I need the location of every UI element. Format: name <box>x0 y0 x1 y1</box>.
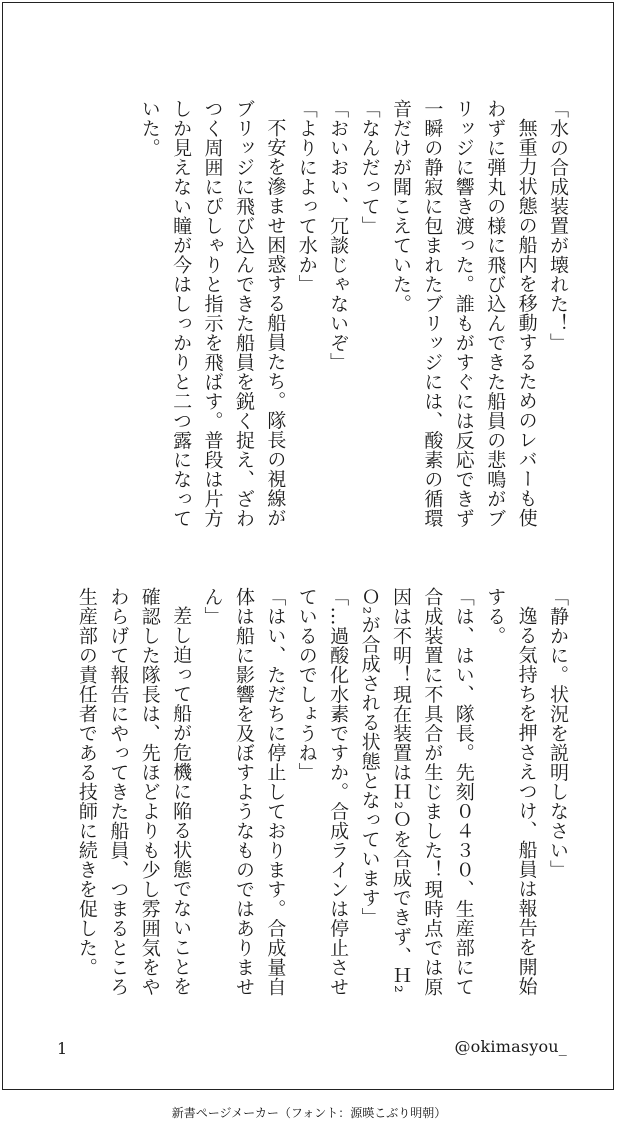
lower-text-block <box>43 587 573 1007</box>
paragraph: 「おいおい、冗談じゃないぞ」 <box>327 99 350 372</box>
paragraph: 「はい、ただちに停止しております。合成量自体は船に影響を及ぼすようなものではありません」 <box>201 587 287 997</box>
paragraph: 「水の合成装置が壊れた！」 <box>547 99 569 353</box>
paragraph: 「なんだって」 <box>358 99 381 236</box>
paragraph: 無重力状態の船内を移動するためのレバーも使わずに弾丸の様に飛び込んできた船員の悲鳴がブリッジに響き渡った。誰もがすぐには反応できず一瞬の静寂に包まれたブリッジには、酸素の循環音だけが聞こえていた。 <box>389 99 538 528</box>
footer-credit: 新書ページメーカー（フォント：源暎こぶり明朝） <box>171 1106 447 1120</box>
paragraph: 不安を滲ませ困惑する船員たち。隊長の視線がブリッジに飛び込んできた船員を鋭く捉え、ざわつく周囲にぴしゃりと指示を飛ばす。普段は片方しか見えない瞳が今はしっかりと二つ露になっていた。 <box>138 99 287 528</box>
paragraph: 差し迫って船が危機に陥る状態でないことを確認した隊長は、先ほどよりも少し雰囲気をやわらげて報告にやってきた船員、つまるところ生産部の責任者である技師に続きを促した。 <box>75 587 193 997</box>
author-handle: @okimasyou_ <box>454 1037 567 1056</box>
page-frame <box>2 2 614 1090</box>
paragraph: 「…過酸化水素ですか。合成ラインは停止させているのでしょうね」 <box>295 587 350 997</box>
paragraph: 「よりによって水か」 <box>295 99 318 294</box>
upper-text-block <box>43 99 573 529</box>
paragraph: 「静かに。状況を説明しなさい」 <box>547 587 569 880</box>
paragraph: 「は、はい、隊長。先刻０４３０、生産部にて合成装置に不具合が生じました！現時点では原因は不明！現在装置はＨ₂Ｏを合成できず、Ｈ₂Ｏ₂が合成される状態となっています」 <box>358 587 475 997</box>
paragraph: 逸る気持ちを押さえつけ、船員は報告を開始する。 <box>484 587 538 996</box>
page-number: 1 <box>57 1039 68 1058</box>
